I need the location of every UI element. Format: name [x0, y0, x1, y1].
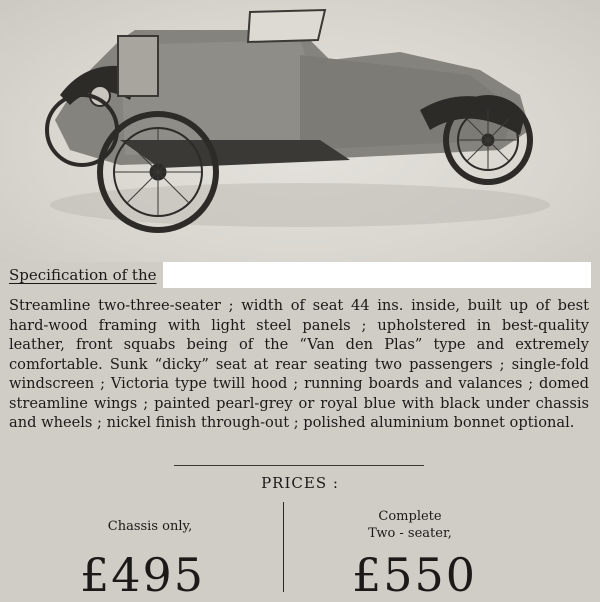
complete-price: £550 [352, 548, 478, 602]
specification-heading: Specification of the [9, 266, 157, 284]
specification-paragraph: Streamline two-three-seater ; width of seat 44 ins. inside, built up of best hard-wood framing with light steel panels ; upholstered in best-quality leather, front squabs being of the “Van den Plas” type and extremely comfortable. Sunk “dicky” seat at rear seating two passengers ; single-fold windscreen ; Victoria type twill hood ; running boards and valances ; domed streamline wings ; painted pearl-grey or royal blue with black under chassis and wheels ; nickel finish through-out ; polished aluminium bonnet optional. [9, 297, 589, 431]
price-column-divider [283, 502, 284, 592]
chassis-label: Chassis only, [107, 519, 193, 534]
car-photograph [0, 0, 600, 262]
complete-label-line2: Two - seater, [368, 526, 452, 541]
complete-price-label-block [320, 508, 500, 542]
chassis-price-label-block [60, 518, 240, 535]
complete-label-line1: Complete [378, 509, 442, 524]
two-seater-car-illustration [0, 0, 600, 262]
prices-heading: PRICES : [261, 474, 339, 492]
chassis-price: £495 [80, 548, 206, 602]
redaction-box [163, 262, 591, 288]
divider-line [174, 465, 424, 466]
specification-body [9, 296, 589, 433]
specification-heading-row [0, 262, 600, 292]
